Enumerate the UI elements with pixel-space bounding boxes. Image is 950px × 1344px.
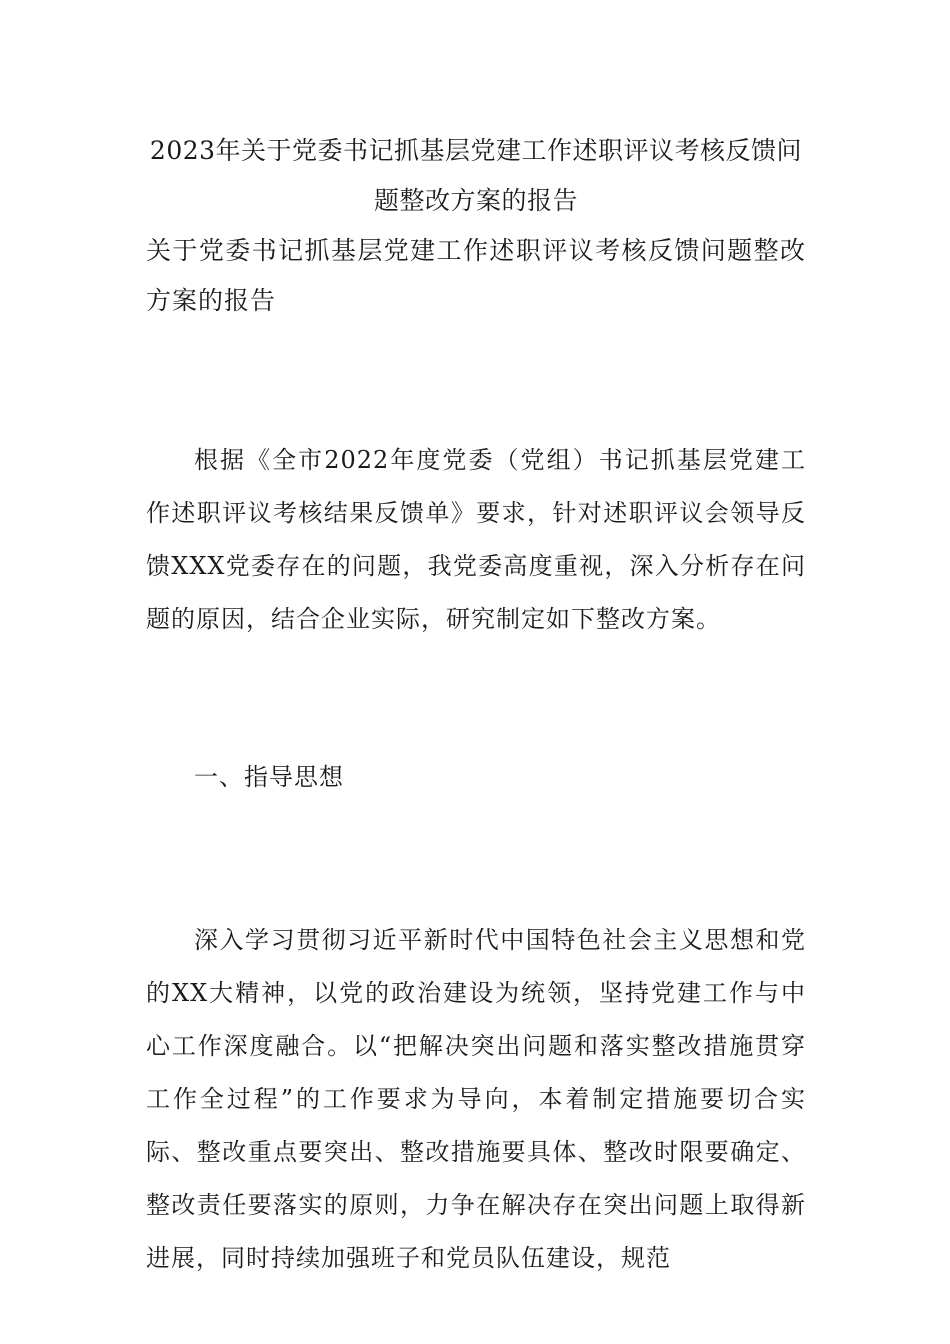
spacer: [146, 326, 806, 434]
section-heading: 一、指导思想: [194, 763, 344, 791]
document-body: [146, 126, 806, 1285]
section-paragraph: 深入学习贯彻习近平新时代中国特色社会主义思想和党的XX大精神，以党的政治建设为统领，坚持党建工作与中心工作深度融合。以“把解决突出问题和落实整改措施贯穿工作全过程”的工作要求为导向，本着制定措施要切合实际、整改重点要突出、整改措施要具体、整改时限要确定、整改责任要落实的原则，力争在解决存在突出问题上取得新进展，同时持续加强班子和党员队伍建设，规范: [146, 926, 806, 1272]
document-title: 2023年关于党委书记抓基层党建工作述职评议考核反馈问题整改方案的报告: [149, 136, 803, 215]
spacer: [146, 804, 806, 914]
spacer: [146, 646, 806, 751]
document-subtitle: 关于党委书记抓基层党建工作述职评议考核反馈问题整改方案的报告: [146, 236, 806, 315]
intro-paragraph: 根据《全市2022年度党委（党组）书记抓基层党建工作述职评议考核结果反馈单》要求，针对述职评议会领导反馈XXX党委存在的问题，我党委高度重视，深入分析存在问题的原因，结合企业实际，研究制定如下整改方案。: [146, 446, 806, 633]
